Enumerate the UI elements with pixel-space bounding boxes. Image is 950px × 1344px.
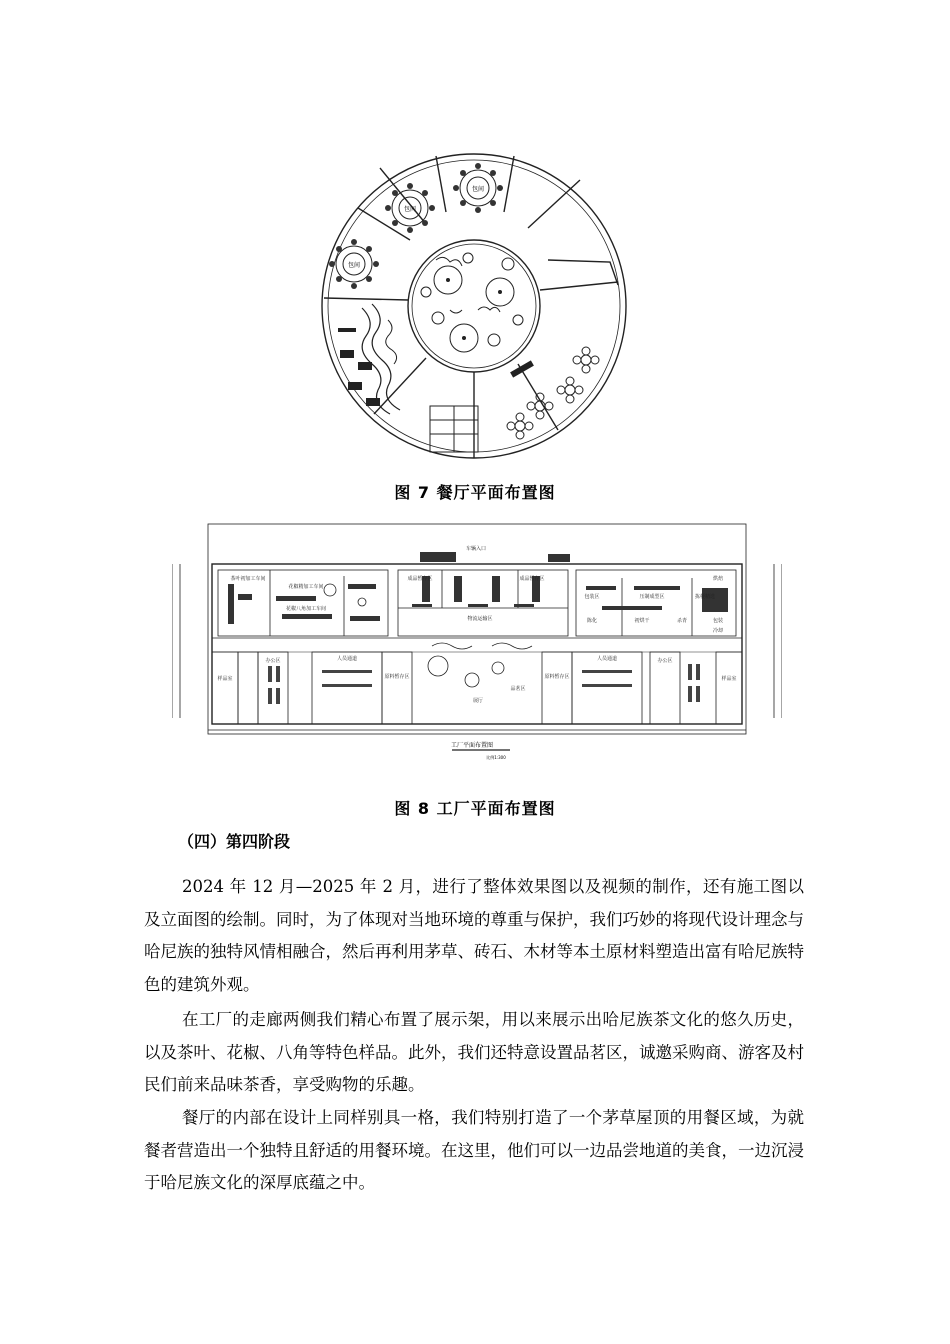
label-finished-right: 成品暂存区 (519, 576, 545, 582)
label-wrapping: 包装 (712, 618, 724, 624)
courtyard-dining-cluster (421, 253, 523, 352)
label-staff-right: 人员通道 (596, 656, 618, 662)
label-packing: 包装区 (584, 594, 600, 600)
label-sorting: 拣梗精选 (694, 594, 716, 600)
figure-7-caption: 图 7 餐厅平面布置图 (394, 483, 556, 502)
label-hall: 展厅 (472, 698, 484, 704)
label-raw-left: 原料暂存区 (384, 674, 410, 680)
label-office-left: 办公区 (265, 658, 281, 664)
label-cooling: 冷却 (712, 628, 724, 634)
label-raw-right: 原料暂存区 (544, 674, 570, 680)
label-sample-right: 样品室 (721, 676, 737, 682)
factory-plan-title: 工厂平面布置图 (450, 742, 494, 749)
label-process-c: 花椒八角加工车间 (285, 606, 327, 612)
label-process-b: 花椒精加工车间 (288, 584, 324, 590)
room-label-2: 包间 (471, 186, 485, 193)
body-paragraph-1: 2024 年 12 月—2025 年 2 月，进行了整体效果图以及视频的制作，还有施工图以及立面图的绘制。同时，为了体现对当地环境的尊重与保护，我们巧妙的将现代设计理念与哈尼族的独特风情相融合，然后再利用茅草、砖石、木材等本土原材料塑造出富有哈尼族特色的建筑外观。 (144, 877, 804, 994)
label-entrance: 车辆入口 (465, 546, 487, 552)
body-paragraph-3: 餐厅的内部在设计上同样别具一格，我们特别打造了一个茅草屋顶的用餐区域，为就餐者营造出一个独特且舒适的用餐环境。在这里，他们可以一边品尝地道的美食，一边沉浸于哈尼族文化的深厚底蕴之中。 (144, 1108, 804, 1192)
factory-floor-plan (172, 518, 782, 768)
label-aging: 陈化 (586, 618, 598, 624)
figure-8-caption: 图 8 工厂平面布置图 (394, 799, 556, 818)
label-pressing: 压制成型区 (639, 594, 665, 600)
label-office-right: 办公区 (657, 658, 673, 664)
label-fixing: 杀青 (676, 618, 688, 624)
label-finished-left: 成品暂存区 (407, 576, 433, 582)
body-paragraph-2: 在工厂的走廊两侧我们精心布置了展示架，用以来展示出哈尼族茶文化的悠久历史，以及茶叶、花椒、八角等特色样品。此外，我们还特意设置品茗区，诚邀采购商、游客及村民们前来品味茶香，享受购物的乐趣。 (144, 1010, 804, 1094)
open-dining-tables (507, 347, 599, 439)
label-baking: 烘焙 (712, 576, 724, 582)
private-room-tables (329, 163, 503, 289)
label-staff-left: 人员通道 (336, 656, 358, 662)
label-logistics: 物流运输区 (467, 616, 493, 622)
label-sample-left: 样品室 (217, 676, 233, 682)
factory-plan-scale: 比例1:300 (486, 755, 506, 760)
label-process-a: 茶叶初加工车间 (230, 576, 266, 582)
restaurant-floor-plan (318, 150, 630, 462)
room-label-1: 包间 (403, 206, 417, 213)
label-drying: 初烘干 (634, 618, 650, 624)
label-tasting: 品茗区 (510, 686, 526, 692)
room-label-3: 包间 (347, 262, 361, 269)
section-heading: （四）第四阶段 (178, 832, 291, 851)
